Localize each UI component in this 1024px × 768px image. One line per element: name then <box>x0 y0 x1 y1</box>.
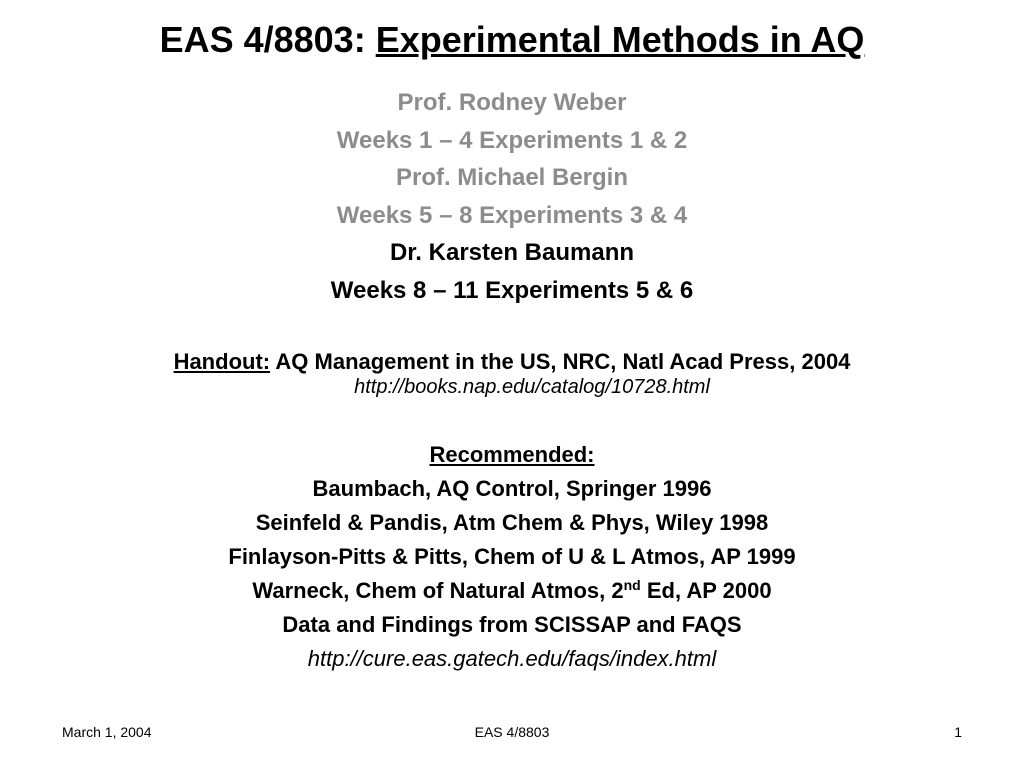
reference-item-warneck <box>0 574 1024 608</box>
faqs-url-link[interactable]: http://cure.eas.gatech.edu/faqs/index.html <box>307 646 717 671</box>
warneck-superscript: nd <box>623 577 641 593</box>
instructor-weeks: Weeks 1 – 4 Experiments 1 & 2 <box>336 126 688 154</box>
footer-page-number: 1 <box>954 724 962 740</box>
title-main: Experimental Methods in AQ <box>375 19 865 60</box>
handout-url-link[interactable]: http://books.nap.edu/catalog/10728.html <box>354 376 710 398</box>
reference-item: Finlayson-Pitts & Pitts, Chem of U & L Atmos, AP 1999 <box>228 544 796 569</box>
handout-line <box>0 348 1024 376</box>
instructor-weeks: Weeks 8 – 11 Experiments 5 & 6 <box>330 276 694 304</box>
recommended-section <box>0 438 1024 676</box>
reference-item: Seinfeld & Pandis, Atm Chem & Phys, Wiley 1998 <box>255 510 769 535</box>
instructor-name: Prof. Michael Bergin <box>395 164 629 191</box>
instructor-name: Prof. Rodney Weber <box>397 89 627 116</box>
data-findings-line: Data and Findings from SCISSAP and FAQS <box>282 612 742 637</box>
slide-title <box>0 16 1024 64</box>
instructor-name: Dr. Karsten Baumann <box>389 239 635 266</box>
footer-date: March 1, 2004 <box>62 724 152 740</box>
warneck-text: Warneck, Chem of Natural Atmos, 2 <box>252 578 624 603</box>
instructor-schedule <box>0 84 1024 309</box>
instructor-weeks: Weeks 5 – 8 Experiments 3 & 4 <box>336 201 688 229</box>
recommended-heading: Recommended: <box>429 442 595 467</box>
title-prefix: EAS 4/8803: <box>159 19 376 60</box>
warneck-edition: Ed, AP 2000 <box>640 578 772 603</box>
handout-text: AQ Management in the US, NRC, Natl Acad Press, 2004 <box>270 349 851 374</box>
handout-label: Handout: <box>173 349 271 374</box>
footer-course: EAS 4/8803 <box>474 724 550 740</box>
reference-item: Baumbach, AQ Control, Springer 1996 <box>312 476 712 501</box>
